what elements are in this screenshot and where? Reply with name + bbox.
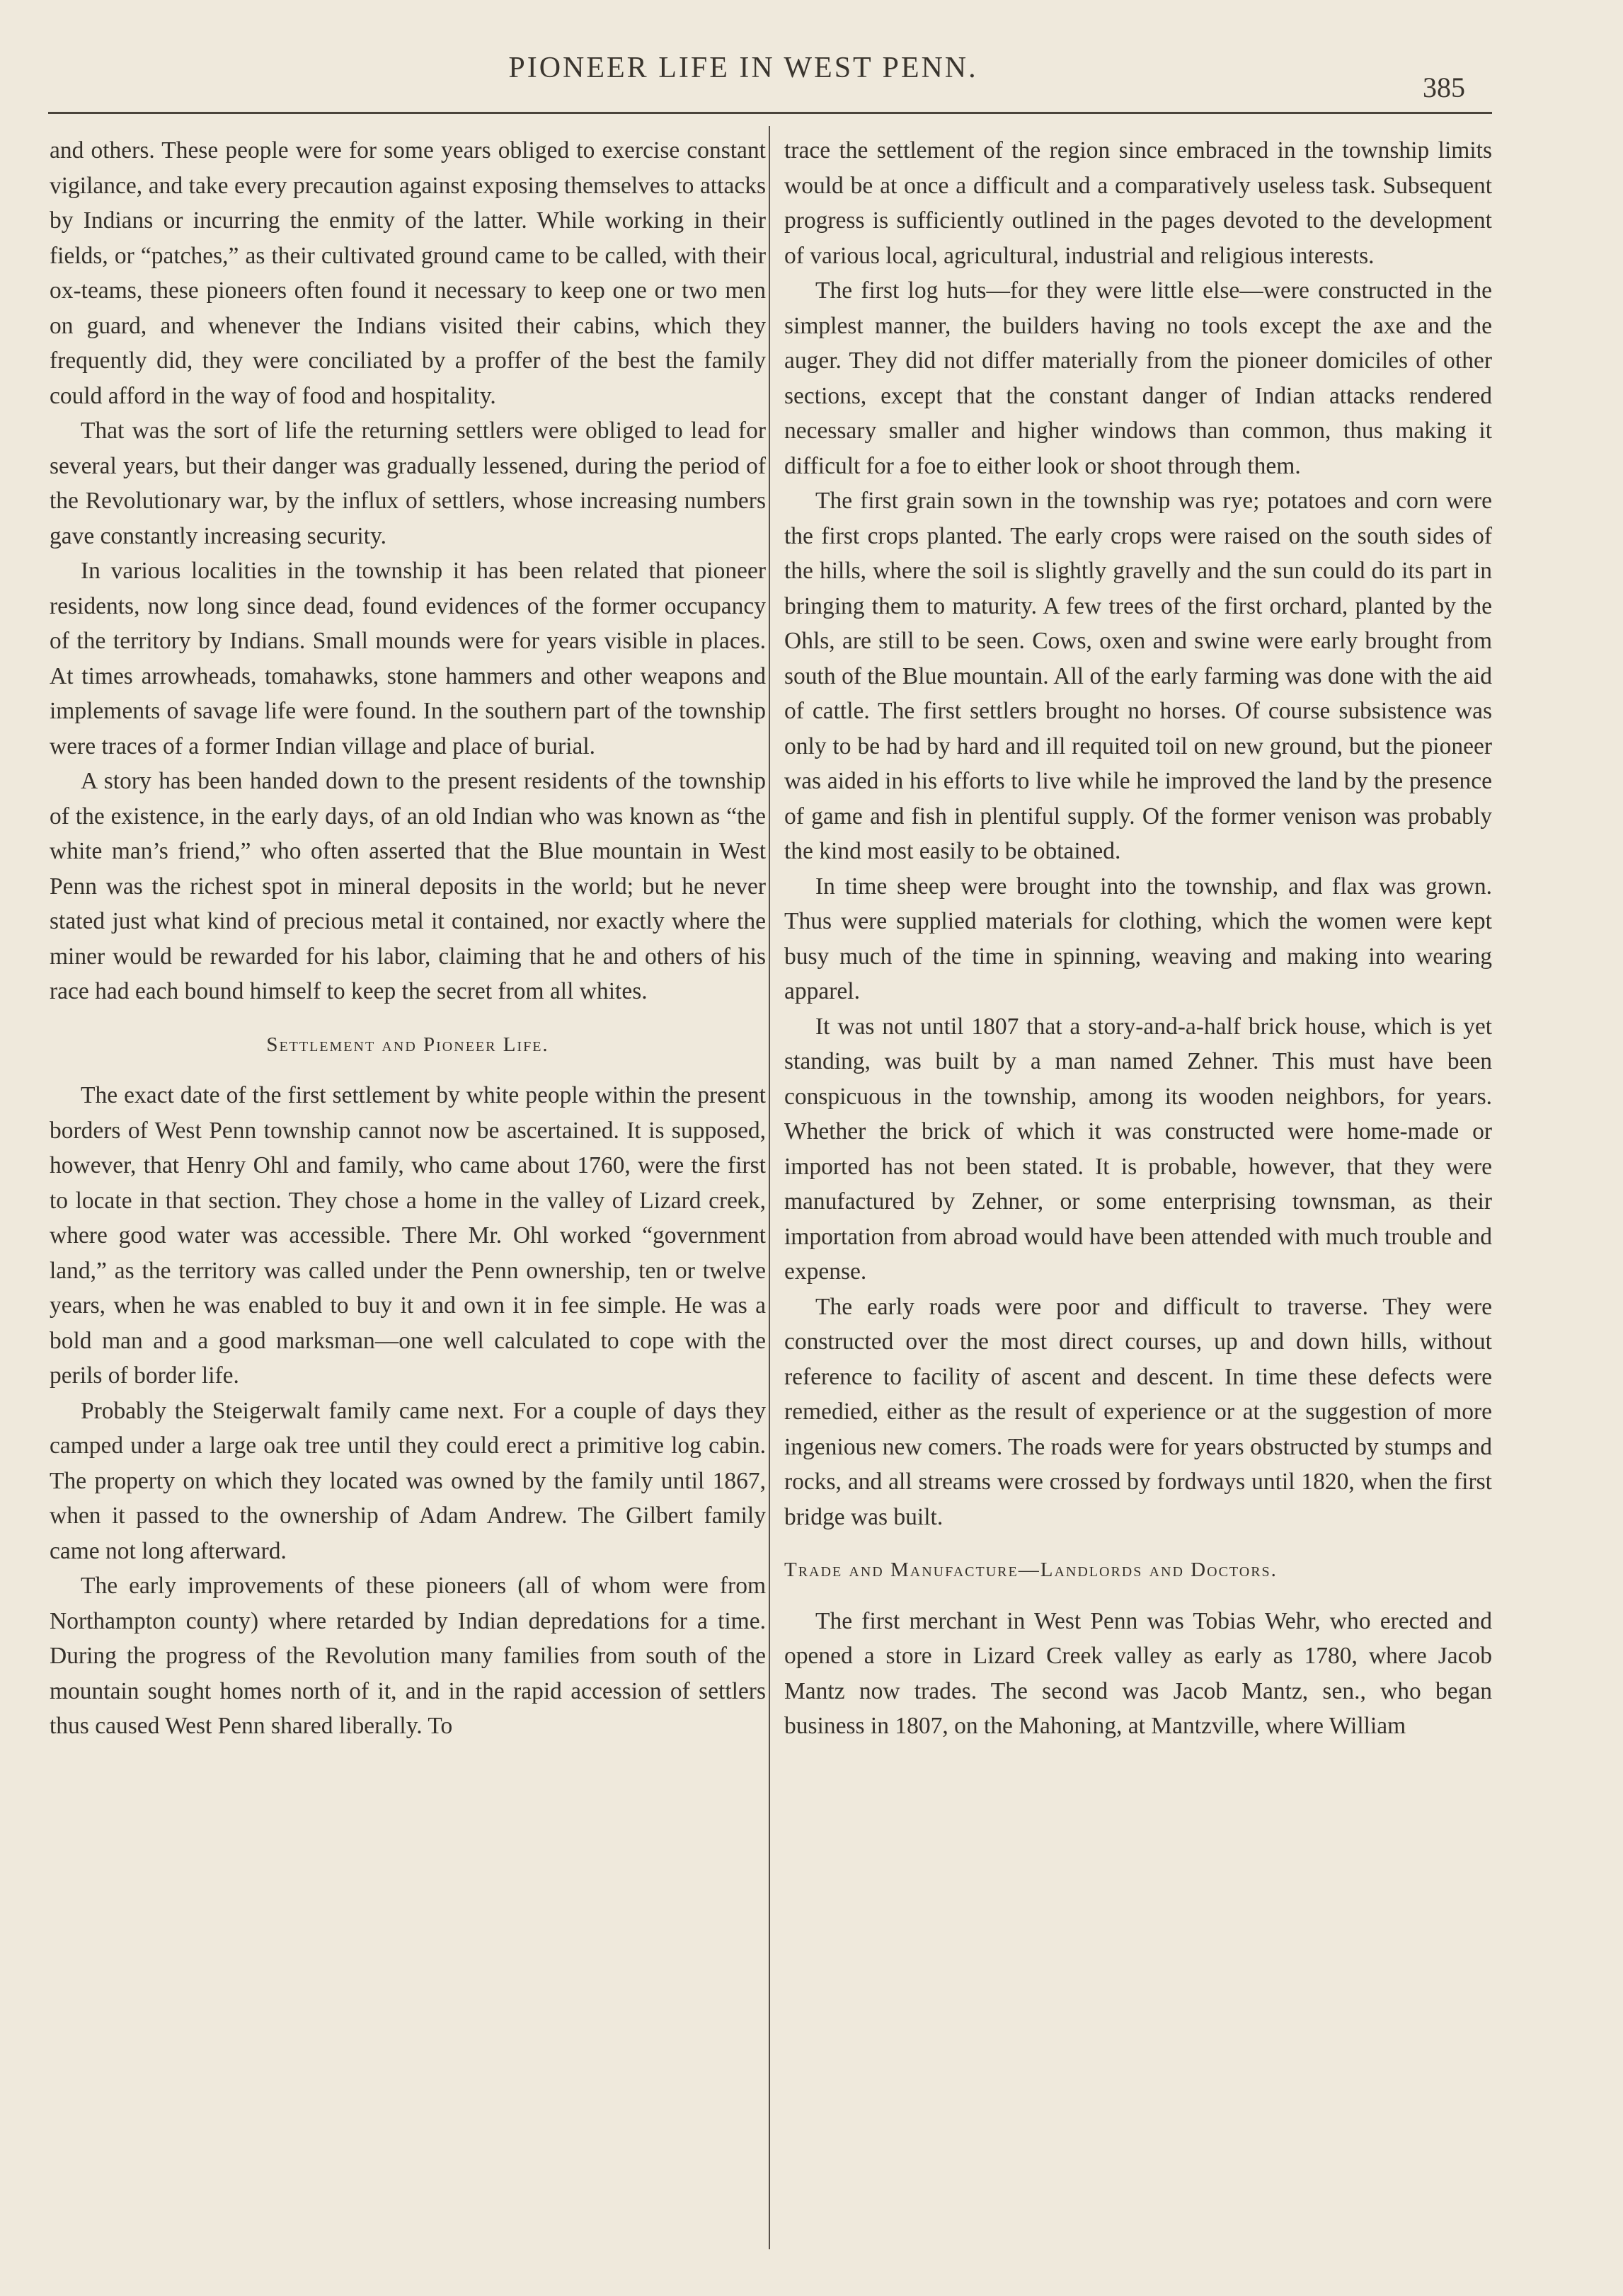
paragraph: The first log huts—for they were little else—were constructed in the simplest manner, the builders having no tools except the axe and the auger. They did not differ materially from the pioneer domiciles of other sections, except that the constant danger of Indian attacks rendered necessary smaller and higher windows than common, thus making it difficult for a foe to either look or shoot through them. xyxy=(784,277,1492,479)
paragraph: trace the settlement of the region since embraced in the township limits would be at once a difficult and a comparatively useless task. Subsequent progress is sufficiently outlined in the pages devoted to the development of various local, agricultural, industrial and religious interests. xyxy=(784,137,1492,269)
paragraph: A story has been handed down to the present residents of the township of the existence, in the early days, of an old Indian who was known as “the white man’s friend,” who often asserted that the Blue mountain in West Penn was the richest spot in mineral deposits in the world; but he never stated just what kind of precious metal it contained, nor exactly where the miner would be rewarded for his labor, claiming that he and others of his race had each bound himself to keep the secret from all whites. xyxy=(50,768,766,1004)
page-header xyxy=(0,51,1623,108)
paragraph: Probably the Steigerwalt family came next. For a couple of days they camped under a large oak tree until they could erect a primitive log cabin. The property on which they located was owned by the family until 1867, when it passed to the ownership of Adam Andrew. The Gilbert family came not long afterward. xyxy=(50,1397,766,1564)
paragraph: In time sheep were brought into the township, and flax was grown. Thus were supplied materials for clothing, which the women were kept busy much of the time in spinning, weaving and making into wearing apparel. xyxy=(784,873,1492,1004)
running-head: PIONEER LIFE IN WEST PENN. xyxy=(508,52,978,84)
paragraph: The early improvements of these pioneers (all of whom were from Northampton county) where retarded by Indian depredations for a time. During the progress of the Revolution many families from south of the mountain sought homes north of it, and in the rapid accession of settlers thus caused West Penn shared liberally. To xyxy=(50,1573,766,1739)
paragraph: It was not until 1807 that a story-and-a-half brick house, which is yet standing, was built by a man named Zehner. This must have been conspicuous in the township, among its wooden neighbors, for years. Whether the brick of which it was constructed were home-made or imported has not been stated. It is probable, however, that they were manufactured by Zehner, or some enterprising townsman, as their importation from abroad would have been attended with much trouble and expense. xyxy=(784,1013,1492,1285)
paragraph: The first merchant in West Penn was Tobias Wehr, who erected and opened a store in Lizard Creek valley as early as 1780, where Jacob Mantz now trades. The second was Jacob Mantz, sen., who began business in 1807, on the Mahoning, at Mantzville, where William xyxy=(784,1607,1492,1739)
header-rule xyxy=(48,112,1492,114)
paragraph: The first grain sown in the township was rye; potatoes and corn were the first crops planted. The early crops were raised on the south sides of the hills, where the soil is slightly gravelly and the sun could do its part in bringing them to maturity. A few trees of the first orchard, planted by the Ohls, are still to be seen. Cows, oxen and swine were early brought from south of the Blue mountain. All of the early farming was done with the aid of cattle. The first settlers brought no horses. Of course subsistence was only to be had by hard and ill requited toil on new ground, but the pioneer was aided in his efforts to live while he improved the land by the presence of game and fish in plentiful supply. Of the former venison was probably the kind most easily to be obtained. xyxy=(784,488,1492,864)
paragraph: In various localities in the township it has been related that pioneer residents, now long since dead, found evidences of the former occupancy of the territory by Indians. Small mounds were for years visible in places. At times arrowheads, tomahawks, stone hammers and other weapons and implements of savage life were found. In the southern part of the township were traces of a former Indian village and place of burial. xyxy=(50,558,766,759)
section-heading: Settlement and Pioneer Life. xyxy=(266,1033,549,1056)
paragraph: and others. These people were for some years obliged to exercise constant vigilance, and take every precaution against exposing themselves to attacks by Indians or incurring the enmity of the latter. While working in their fields, or “patches,” as their cultivated ground came to be called, with their ox-teams, these pioneers often found it necessary to keep one or two men on guard, and whenever the Indians visited their cabins, which they frequently did, they were conciliated by a proffer of the best the family could afford in the way of food and hospitality. xyxy=(50,137,766,409)
paragraph: The exact date of the first settlement by white people within the present borders of West Penn township cannot now be ascertained. It is supposed, however, that Henry Ohl and family, who came about 1760, were the first to locate in that section. They chose a home in the valley of Lizard creek, where good water was accessible. There Mr. Ohl worked “government land,” as the territory was called under the Penn ownership, ten or twelve years, when he was enabled to buy it and own it in fee simple. He was a bold man and a good marksman—one well calculated to cope with the perils of border life. xyxy=(50,1082,766,1389)
left-column xyxy=(50,133,766,1744)
section-heading: Trade and Manufacture—Landlords and Doctors. xyxy=(784,1559,1278,1581)
column-divider xyxy=(769,126,770,2249)
page-number: 385 xyxy=(1423,71,1465,103)
right-column xyxy=(784,133,1492,1744)
paragraph: That was the sort of life the returning settlers were obliged to lead for several years, but their danger was gradually lessened, during the period of the Revolutionary war, by the influx of settlers, whose increasing numbers gave constantly increasing security. xyxy=(50,418,766,549)
paragraph: The early roads were poor and difficult to traverse. They were constructed over the most direct courses, up and down hills, without reference to facility of ascent and descent. In time these defects were remedied, either as the result of experience or at the suggestion of more ingenious new comers. The roads were for years obstructed by stumps and rocks, and all streams were crossed by fordways until 1820, when the first bridge was built. xyxy=(784,1293,1492,1530)
